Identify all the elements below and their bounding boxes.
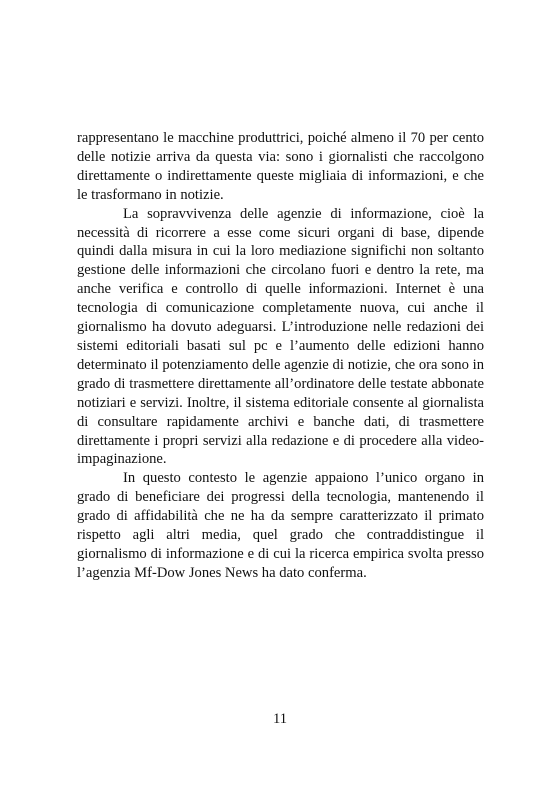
body-text [77,129,484,583]
paragraph-continuation: rappresentano le macchine produttrici, poiché almeno il 70 per cento delle notizie arriva da questa via: sono i giornalisti che raccolgono direttamente o indirettamente queste migliaia di informazioni, e che le trasformano in notizie. [77,130,484,203]
page-number: 11 [272,711,288,727]
paragraph-agencies-survival: La sopravvivenza delle agenzie di informazione, cioè la necessità di ricorrere a esse come sicuri organi di base, dipende quindi dalla misura in cui la loro mediazione significhi non soltanto gestione delle informazioni che circolano fuori e dentro la rete, ma anche verifica e controllo di quelle informazioni. Internet è una tecnologia di comunicazione completamente nuova, cui anche il giornalismo ha dovuto adeguarsi. L’introduzione nelle redazioni dei sistemi editoriali basati sul pc e l’aumento delle edizioni hanno determinato il potenziamento delle agenzie di notizie, che ora sono in grado di trasmettere direttamente all’ordinatore delle testate abbonate notiziari e servizi. Inoltre, il sistema editoriale consente al giornalista di consultare rapidamente archivi e banche dati, di trasmettere direttamente i propri servizi alla redazione e di procedere alla video-impaginazione. [77,205,484,468]
paragraph-context: In questo contesto le agenzie appaiono l’unico organo in grado di beneficiare dei progressi della tecnologia, mantenendo il grado di affidabilità che ne ha da sempre caratterizzato il primato rispetto agli altri media, quel grado che contraddistingue il giornalismo di informazione e di cui la ricerca empirica svolta presso l’agenzia Mf-Dow Jones News ha dato conferma. [77,470,484,581]
